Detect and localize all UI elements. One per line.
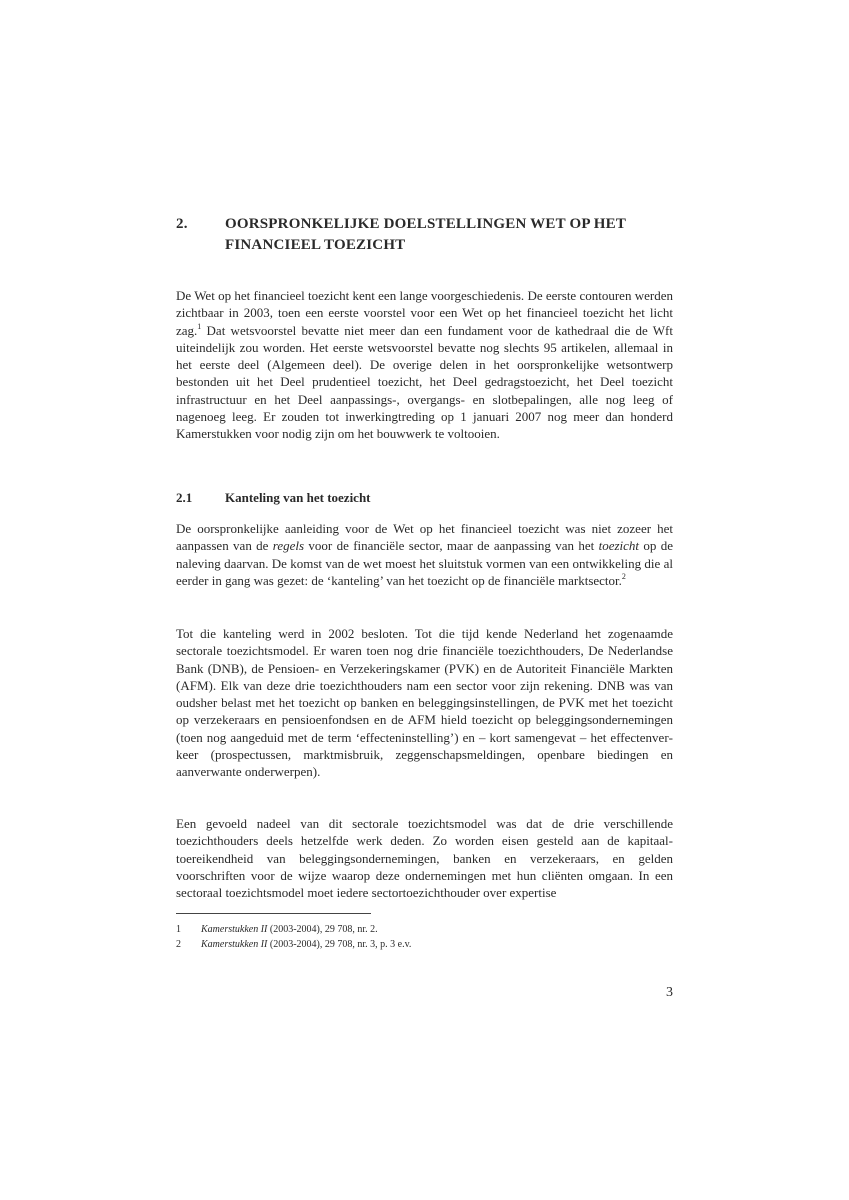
chapter-number: 2. — [176, 216, 188, 232]
footnote-2 — [176, 937, 673, 952]
emphasis-regels: regels — [272, 538, 305, 554]
footnote-source: Kamerstukken II — [201, 924, 268, 935]
section-title: Kanteling van het toezicht — [225, 490, 371, 505]
footnote-ref-1[interactable]: 1 — [197, 321, 202, 331]
paragraph-intro-text-b: Dat wetsvoorstel bevatte niet meer dan een fundament voor de kathedraal die de Wft uiteindelijk zou worden. Het eerste wetsvoorstel bevatte nog slechts 95 artikelen, allemaal in het eerste deel (Algemeen deel). De overige delen in het oorspronkelijke wetsontwerp bestonden uit het Deel prudentieel toezicht, het Deel gedragstoezicht, het Deel toezicht infrastructuur en het Deel aanpassings-, overgangs- en slotbepalingen, alle nog leeg of nagenoeg leeg. Er zouden tot inwerkingtreding op 1 januari 2007 nog meer dan honderd Kamerstukken voor nodig zijn om het bouwwerk te voltooien. — [176, 322, 673, 442]
section-heading — [176, 489, 371, 506]
page-number: 3 — [666, 985, 673, 1000]
footnote-number: 1 — [176, 924, 181, 935]
paragraph-kanteling-text-c: op de naleving daarvan. De komst van de wet moest het sluitstuk vormen van een ontwikkeling die al eerder in gang was gezet: de ‘kanteling’ van het toezicht op de financiële marktsector. — [176, 538, 673, 588]
footnote-number: 2 — [176, 939, 181, 950]
section-number: 2.1 — [176, 490, 193, 505]
paragraph-kanteling-text-b: voor de financiële sector, maar de aanpassing van het — [304, 538, 599, 554]
chapter-heading — [176, 214, 676, 256]
paragraph-sectoral-model: Tot die kanteling werd in 2002 besloten. Tot die tijd kende Nederland het zogenaamde sectorale toezichtsmodel. Er waren toen nog drie financiële toezichthouders, De Nederlandse Bank (DNB), de Pensioen- en Verzekeringskamer (PVK) en de Autoriteit Financiële Markten (AFM). Elk van deze drie toezichthouders nam een sector voor zijn rekening. DNB was van oudsher belast met het toezicht op banken en beleggingsinstellingen, de PVK met het toezicht op verzekeraars en pensioenfondsen en de AFM hield toezicht op beleggingsondernemingen (toen nog aangeduid met de term ‘effecteninstelling’) en – kort samengevat – het effectenverkeer (prospectussen, marktmisbruik, zeggenschapsmeldingen, openbare biedingen en aanverwante onderwerpen). — [176, 626, 673, 780]
footnotes — [176, 922, 673, 952]
paragraph-disadvantage: Een gevoeld nadeel van dit sectorale toezichtsmodel was dat de drie verschillende toezichthouders deels hetzelfde werk deden. Zo worden eisen gesteld aan de kapitaaltoereikendheid van beleggingsondernemingen, banken en verzekeraars, en gelden voorschriften voor de wijze waarop deze ondernemingen met hun cliënten omgaan. In een sectoraal toezichtsmodel moet iedere sectortoezichthouder over expertise — [176, 816, 673, 901]
paragraph-kanteling — [176, 520, 673, 589]
emphasis-toezicht: toezicht — [598, 538, 640, 554]
footnote-source: Kamerstukken II — [201, 939, 268, 950]
footnote-divider — [176, 913, 371, 914]
paragraph-kanteling-text-a: De oorspronkelijke aanleiding voor de Wet op het financieel toezicht was niet zozeer het aanpassen van de — [176, 521, 673, 554]
footnote-text: (2003-2004), 29 708, nr. 2. — [267, 924, 378, 935]
paragraph-intro — [176, 287, 673, 443]
footnote-1 — [176, 922, 673, 937]
chapter-title: OORSPRONKELIJKE DOELSTELLINGEN WET OP HET FINANCIEEL TOEZICHT — [225, 216, 626, 253]
footnote-text: (2003-2004), 29 708, nr. 3, p. 3 e.v. — [267, 939, 412, 950]
footnote-ref-2[interactable]: 2 — [621, 571, 626, 581]
paragraph-intro-text-a: De Wet op het financieel toezicht kent een lange voorgeschiedenis. De eerste contouren werden zichtbaar in 2003, toen een eerste voorstel voor een Wet op het financieel toezicht het licht zag. — [176, 288, 673, 338]
